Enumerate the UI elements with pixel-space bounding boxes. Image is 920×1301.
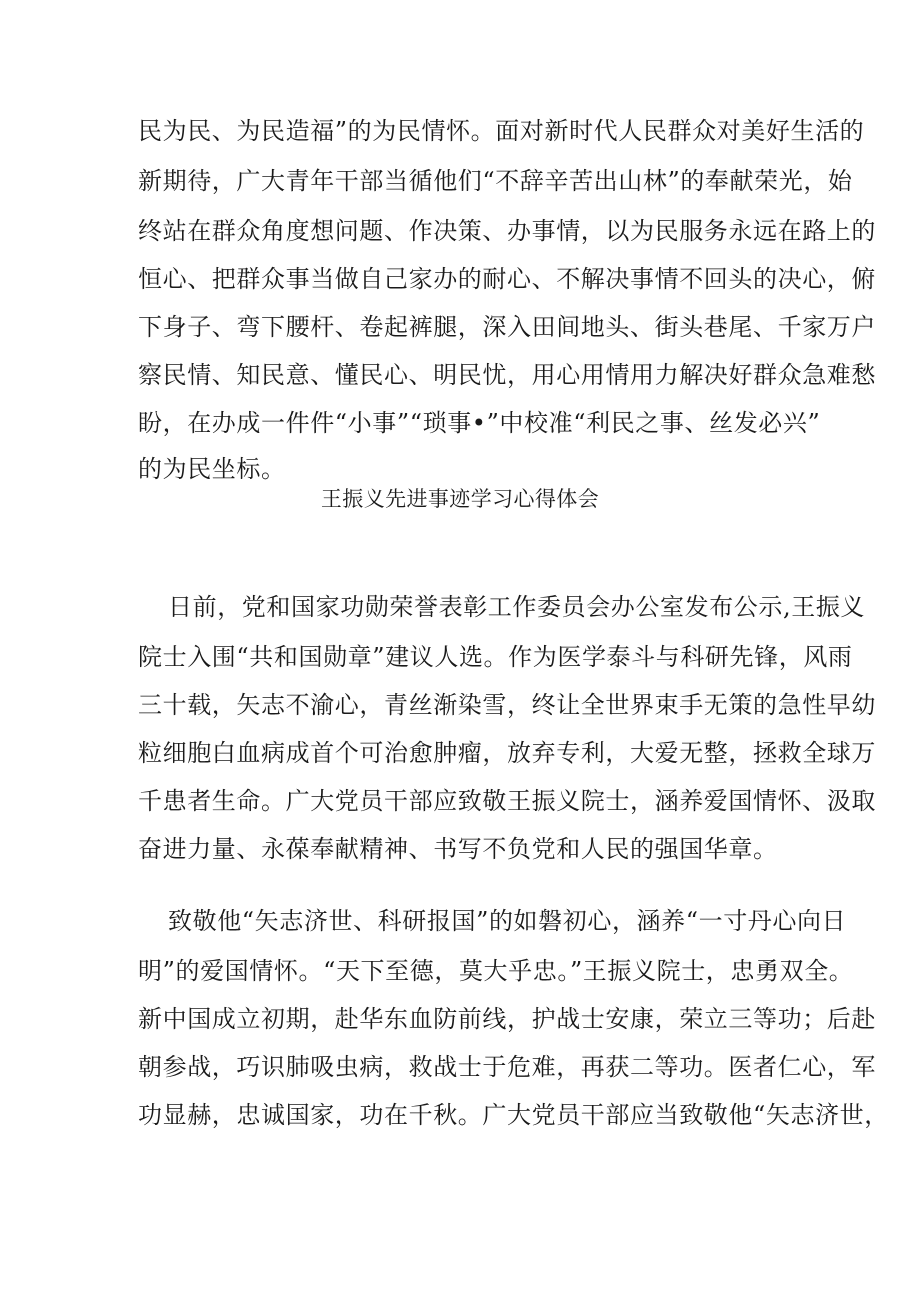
text-line: 盼，在办成一件件“小事”“琐事•”中校准“利民之事、丝发必兴”	[138, 409, 821, 437]
text-line: 终站在群众角度想问题、作决策、办事情，以为民服务永远在路上的	[138, 217, 876, 245]
document-title: 王振义先进事迹学习心得体会	[320, 487, 600, 511]
text-line: 恒心、把群众事当做自己家办的耐心、不解决事情不回头的决心，俯	[138, 265, 876, 293]
text-line: 三十载，矢志不渝心，青丝渐染雪，终让全世界束手无策的急性早幼	[138, 691, 876, 719]
text-line: 致敬他“矢志济世、科研报国”的如磐初心，涵养“一寸丹心向日	[168, 907, 847, 935]
text-line: 下身子、弯下腰杆、卷起裤腿，深入田间地头、街头巷尾、千家万户	[138, 313, 876, 341]
text-line: 的为民坐标。	[138, 455, 286, 483]
text-line: 院士入围“共和国勋章”建议人选。作为医学泰斗与科研先锋，风雨	[138, 643, 853, 671]
text-line: 民为民、为民造福”的为民情怀。面对新时代人民群众对美好生活的	[138, 117, 865, 145]
text-line: 奋进力量、永葆奉献精神、书写不负党和人民的强国华章。	[138, 835, 778, 863]
text-line: 明”的爱国情怀。“天下至德，莫大乎忠。”王振义院士，忠勇双全。	[138, 957, 854, 985]
text-line: 千患者生命。广大党员干部应致敬王振义院士，涵养爱国情怀、汲取	[138, 787, 876, 815]
text-line: 日前，党和国家功勋荣誉表彰工作委员会办公室发布公示,王振义	[168, 593, 866, 621]
text-line: 粒细胞白血病成首个可治愈肿瘤，放弃专利，大爱无整，拯救全球万	[138, 739, 876, 767]
text-line: 朝参战，巧识肺吸虫病，救战士于危难，再获二等功。医者仁心，军	[138, 1053, 876, 1081]
text-line: 功显赫，忠诚国家，功在千秋。广大党员干部应当致敬他“矢志济世，	[138, 1101, 889, 1129]
text-line: 新中国成立初期，赴华东血防前线，护战士安康，荣立三等功；后赴	[138, 1005, 876, 1033]
text-line: 察民情、知民意、懂民心、明民忧，用心用情用力解决好群众急难愁	[138, 361, 876, 389]
text-line: 新期待，广大青年干部当循他们“不辞辛苦出山林”的奉献荣光，始	[138, 167, 853, 195]
